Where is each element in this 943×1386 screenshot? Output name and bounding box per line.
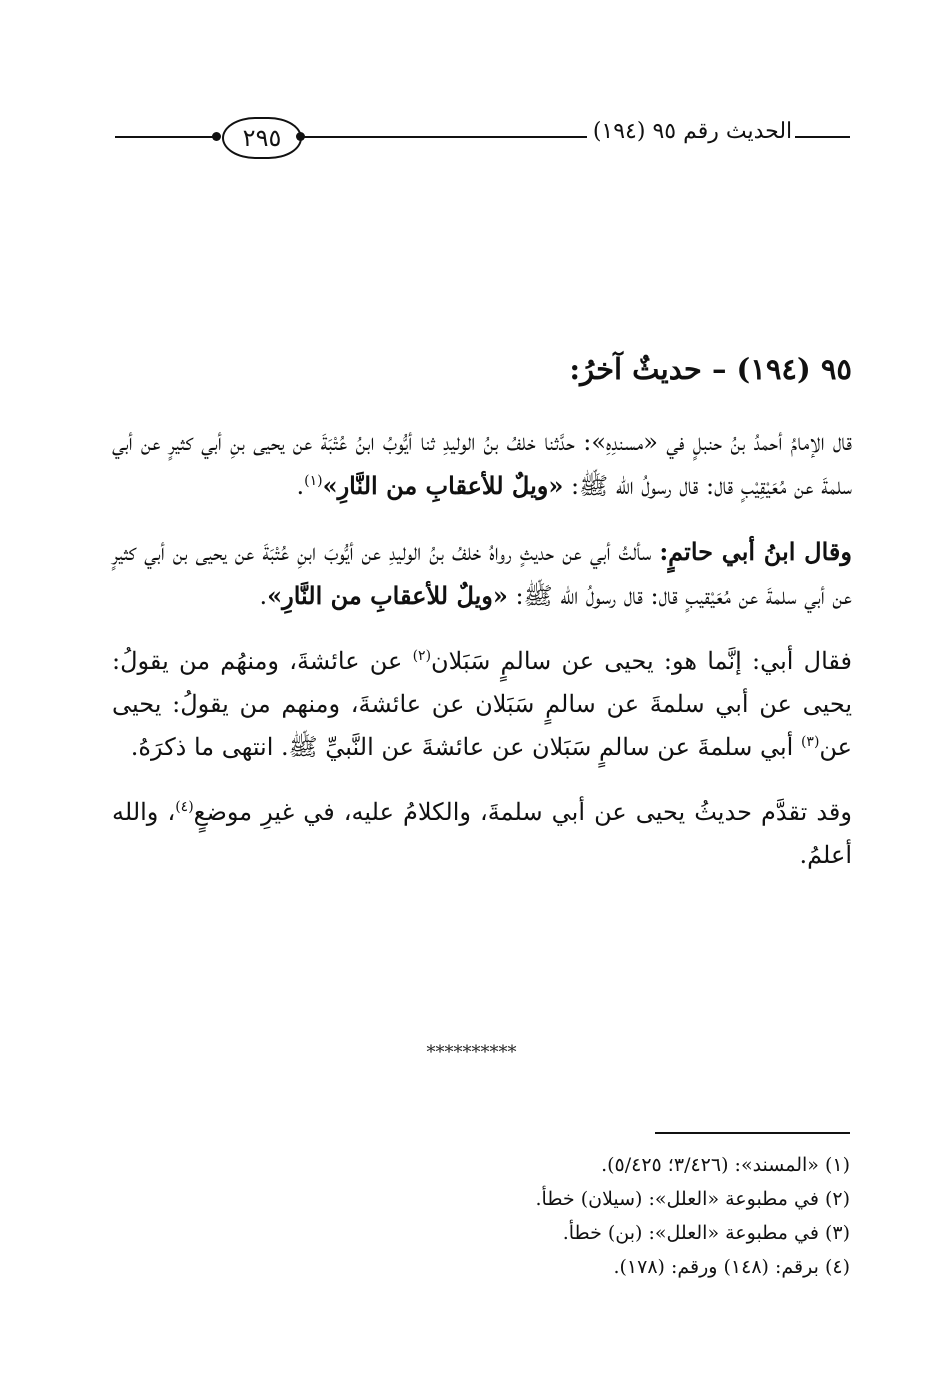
footnote-ref-4: (٤) [175,799,194,815]
header-rule-middle [302,136,587,138]
footnote-ref-1: (١) [304,473,323,489]
header-rule-left [115,136,215,138]
footnote-4: (٤) برقم: (١٤٨) ورقم: (١٧٨). [613,1256,850,1278]
footnote-ref-2: (٢) [412,648,432,664]
p2-quote: «ويلٌ للأعقابِ من النَّارِ» [267,581,508,610]
header-rule-right [795,136,850,138]
p3-part1: فقال أبي: إنَّما هو: يحيى عن سالمٍ سَبَلان [431,647,853,675]
header-dot-left [212,132,221,141]
p2-end: . [259,582,268,610]
p4-part1: وقد تقدَّم حديثُ يحيى عن أبي سلمةَ، والكلامُ عليه، في غيرِ موضعٍ [193,798,852,826]
p1-quote: «ويلٌ للأعقابِ من النَّارِ» [322,471,564,500]
footnote-2: (٢) في مطبوعة «العلل»: (سيلان) خطأ. [535,1188,850,1210]
p1-intro: قال الإمامُ أحمدُ بنُ حنبلٍ في «مسندِهِ»: حدَّثنا خلفُ بنُ الوليدِ ثنا أيُّوبُ ابنُ عُتْبَةَ عن يحيى بنِ أبي كثيرٍ عن أبي سلمةَ عن مُعَيْقِيْبٍ قال: قال رسولُ الله ﷺ: [112,428,852,500]
p3-part3: أبي سلمةَ عن سالمٍ سَبَلان عن عائشةَ عن النَّبيِّ ﷺ. انتهى ما ذكرَهُ. [130,733,801,761]
running-title: الحديث رقم ٩٥ (١٩٤) [592,119,793,144]
page-number: ٢٩٥ [222,117,302,159]
main-text [112,345,852,899]
paragraph-1 [112,421,852,508]
footnotes [500,1148,850,1284]
footnote-rule [655,1132,850,1134]
paragraph-4 [112,791,852,877]
footnote-1: (١) «المسند»: (٣/٤٢٦؛ ٥/٤٢٥). [601,1154,850,1176]
p2-lead: وقال ابنُ أبي حاتمٍ: [659,537,852,566]
footnote-3: (٣) في مطبوعة «العلل»: (بن) خطأ. [562,1222,850,1244]
footnote-ref-3: (٣) [800,734,820,750]
page-header [0,112,943,162]
p1-end: . [296,472,305,500]
section-separator: ********** [426,1042,517,1063]
p3-part2: عن عائشةَ، ومنهُم من يقولُ: يحيى عن أبي سلمةَ عن سالمٍ سَبَلان عن عائشةَ، ومنهم من يقولُ: يحيى عن [112,647,852,761]
paragraph-2 [112,530,852,618]
p4-part2: ، والله أعلمُ. [112,798,852,869]
paragraph-3 [112,640,852,769]
p2-intro: سألتُ أبي عن حديثٍ رواهُ خلفُ بنُ الوليدِ عن أيُّوبَ ابنِ عُتْبَةَ عن يحيى بن أبي كثيرٍ عن أبي سلمةَ عن مُعَيْقيبٍ قال: قال رسولُ الله ﷺ: [112,538,852,610]
section-heading: ٩٥ (١٩٤) – حديثٌ آخرُ: [569,352,852,386]
